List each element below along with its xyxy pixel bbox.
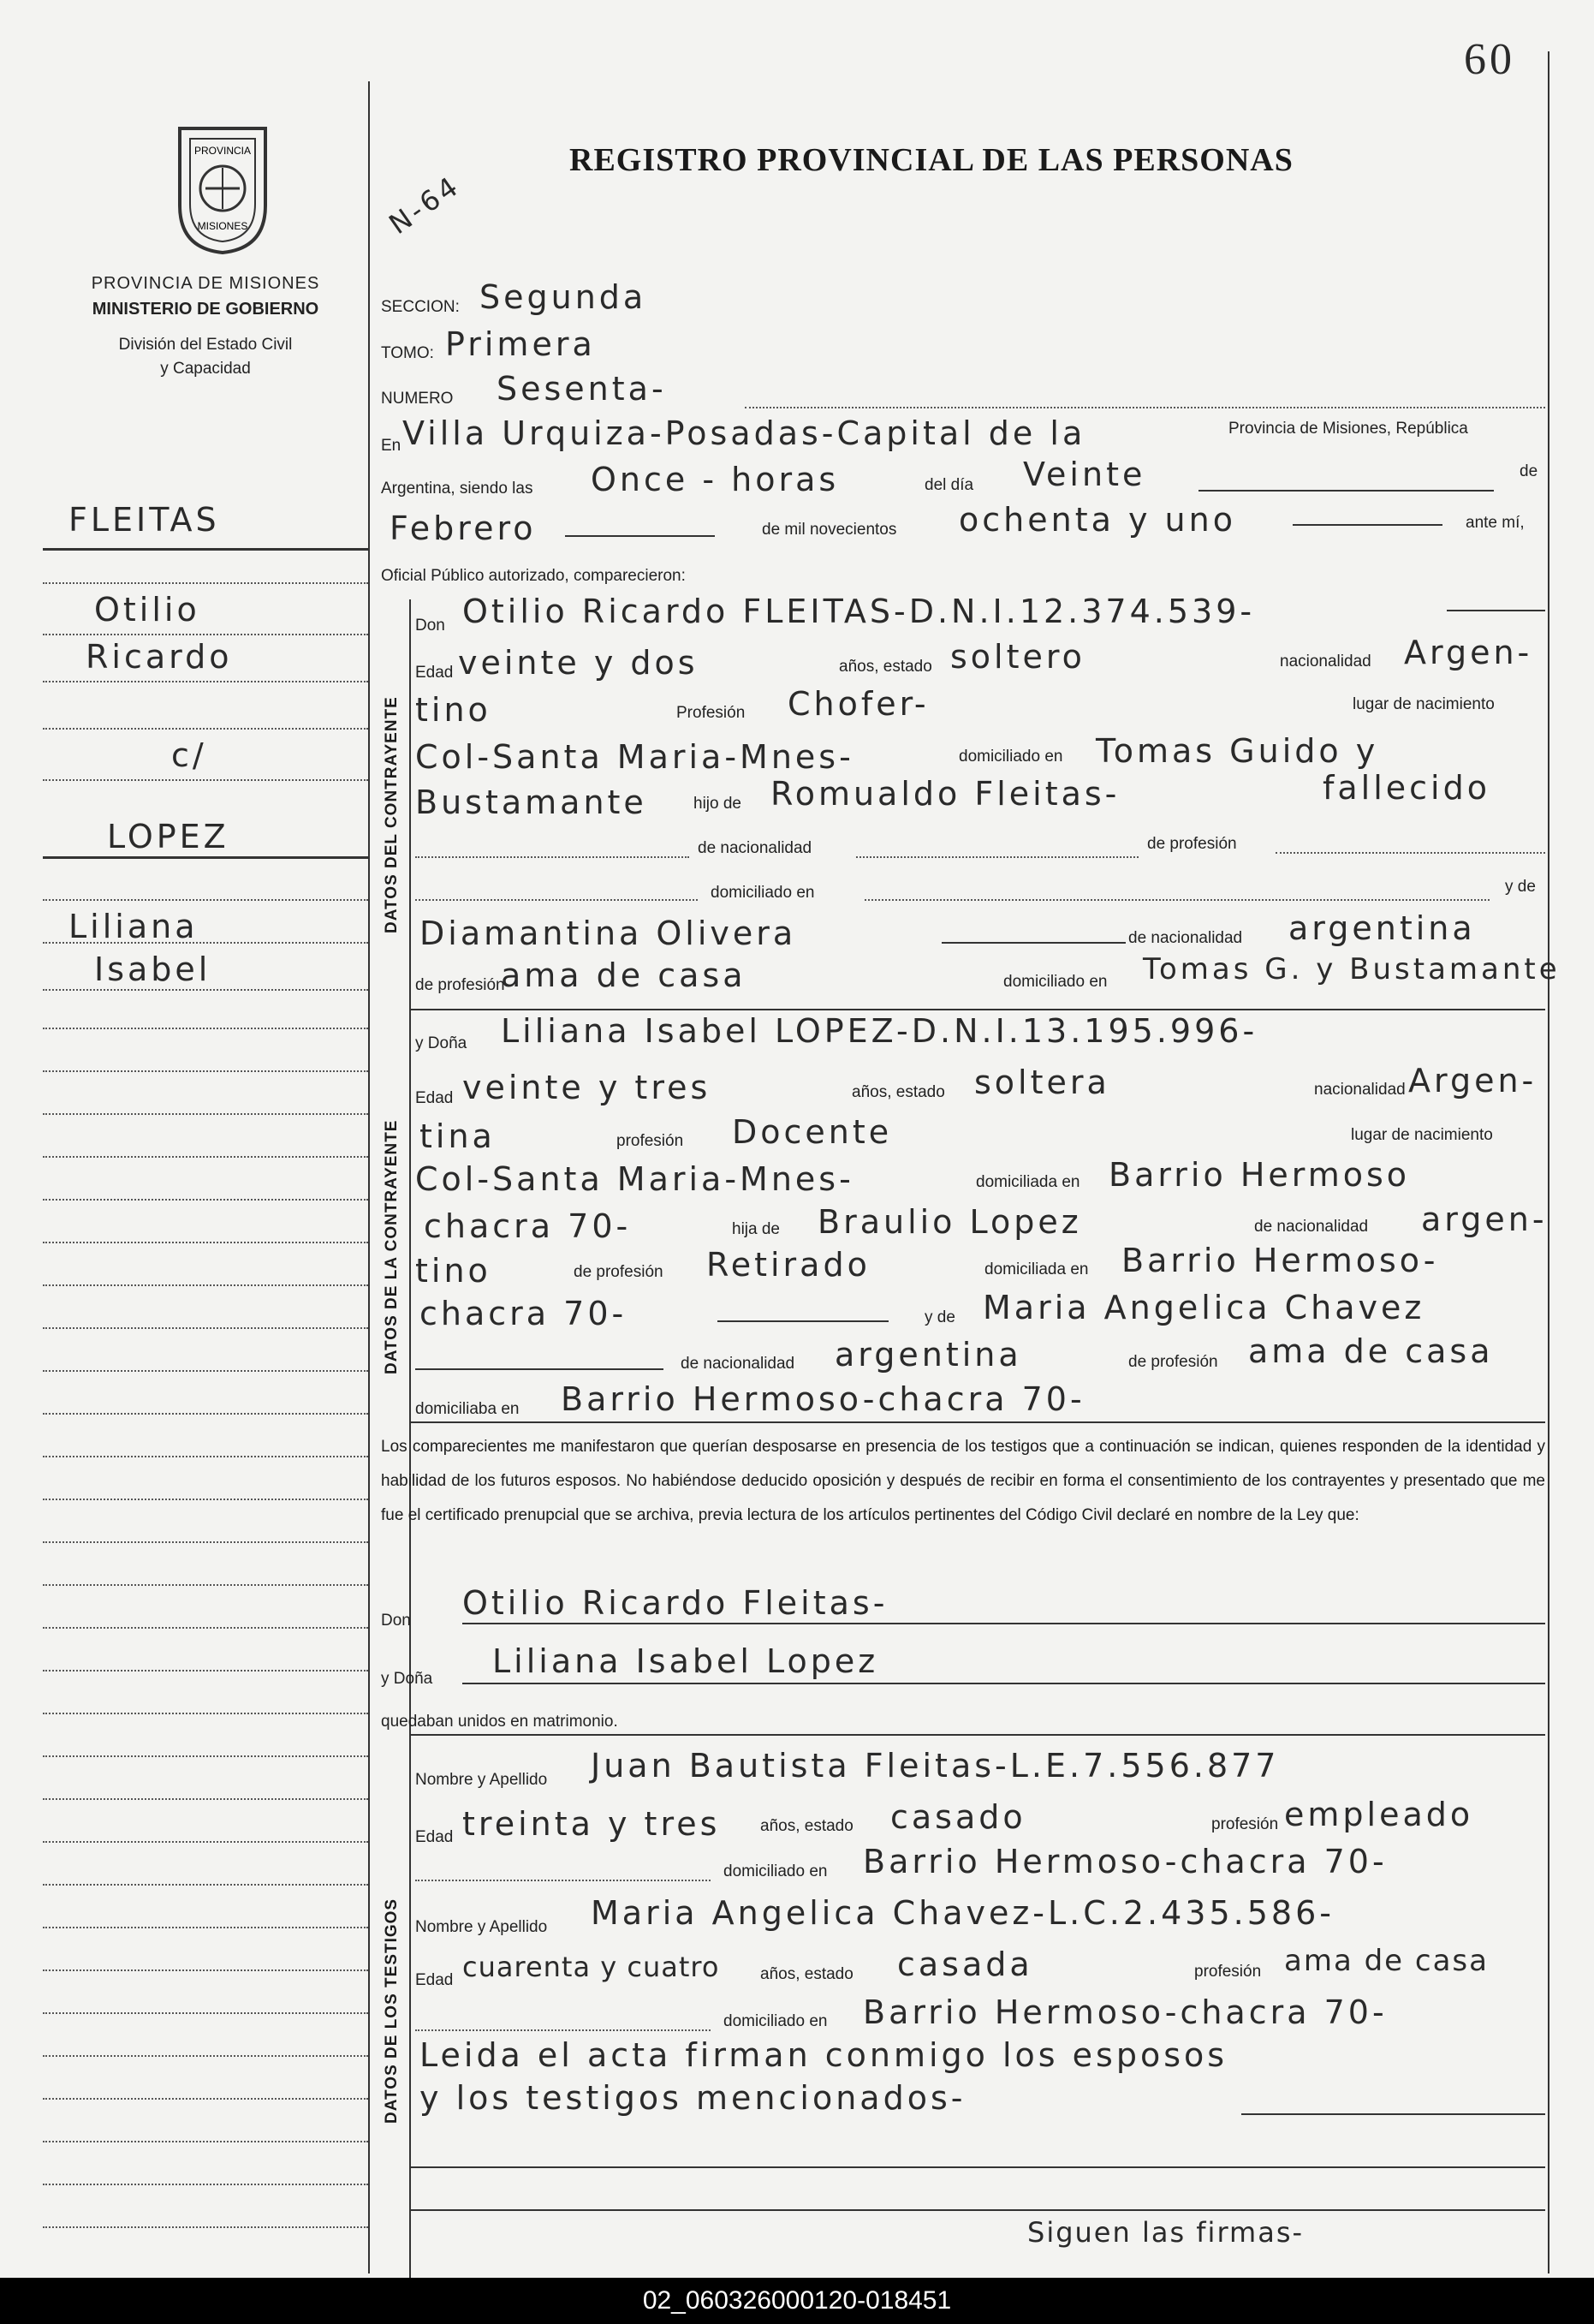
dotted-line: [415, 899, 698, 901]
groom-hijo-label: hijo de: [693, 795, 741, 813]
bride-profesion-label: profesión: [616, 1132, 684, 1150]
bride-estado: soltera: [974, 1064, 1110, 1101]
dotted-line: [415, 2029, 711, 2031]
groom-domiciliado-label: domiciliado en: [959, 748, 1063, 766]
groom-domicilio-b: Bustamante: [415, 784, 647, 821]
dotted-line: [745, 407, 1545, 408]
dotted-line: [865, 899, 1490, 901]
w2-name: Maria Angelica Chavez-L.C.2.435.586-: [591, 1894, 1335, 1932]
mes-line: [565, 535, 715, 537]
bride-padre-dom-a: Barrio Hermoso-: [1121, 1242, 1439, 1279]
groom-padre: Romualdo Fleitas-: [770, 775, 1121, 813]
groom-de-prof-label: de profesión: [1147, 835, 1237, 853]
bride-profesion: Docente: [732, 1113, 893, 1151]
bride-edad-label: Edad: [415, 1089, 454, 1107]
mes-value: Febrero: [390, 509, 537, 547]
dotted-line: [415, 856, 689, 858]
bride-lugar-nac-label: lugar de nacimiento: [1351, 1126, 1493, 1144]
page-number: 60: [1464, 35, 1515, 84]
bride-madre: Maria Angelica Chavez: [983, 1289, 1425, 1326]
ministry-name: MINISTERIO DE GOBIERNO: [92, 300, 319, 319]
madre-line: [942, 942, 1126, 944]
w2-estado: casada: [897, 1946, 1033, 1983]
w1-edad: treinta y tres: [462, 1805, 721, 1843]
sidebar-rule: [43, 856, 368, 859]
w2-edad-label: Edad: [415, 1971, 454, 1989]
seal-top-text: PROVINCIA: [193, 145, 252, 157]
bride-section-label: DATOS DE LA CONTRAYENTE: [383, 1119, 401, 1374]
groom-de-nac-label: de nacionalidad: [698, 839, 812, 857]
right-margin-rule: [1548, 51, 1549, 2273]
ruled-line: [409, 2209, 1545, 2211]
bride-dona-label: y Doña: [415, 1034, 467, 1052]
sidebar-given-2a: Liliana: [68, 908, 199, 945]
anio-line: [1293, 524, 1442, 526]
sidebar-surname-2: LOPEZ: [107, 818, 229, 855]
groom-name-line: [1447, 610, 1545, 611]
w2-edad: cuarenta y cuatro: [462, 1951, 720, 1983]
bride-padre-nac-label: de nacionalidad: [1254, 1218, 1369, 1236]
siguen-firmas: Siguen las firmas-: [1027, 2216, 1305, 2249]
groom-nac2: tino: [415, 691, 491, 729]
closing-line-1: Leida el acta firman conmigo los esposos: [419, 2036, 1228, 2074]
de-label: de: [1520, 462, 1538, 480]
w1-name: Juan Bautista Fleitas-L.E.7.556.877: [591, 1747, 1280, 1785]
sidebar-given-2b: Isabel: [94, 950, 211, 988]
bride-padre-prof-label: de profesión: [574, 1263, 663, 1281]
w2-name-label: Nombre y Apellido: [415, 1918, 548, 1936]
en-label: En: [381, 437, 401, 455]
bride-padre-nac: argen-: [1421, 1201, 1548, 1238]
decl-dona: Liliana Isabel Lopez: [492, 1642, 879, 1680]
decl-dona-line: [462, 1683, 1545, 1684]
division-line-2: y Capacidad: [160, 360, 251, 378]
groom-profesion: Chofer-: [788, 685, 930, 723]
bride-nac: Argen-: [1408, 1062, 1537, 1099]
left-margin-rule: [368, 81, 370, 2273]
groom-section-label: DATOS DEL CONTRAYENTE: [383, 696, 401, 933]
tomo-value: Primera: [445, 325, 596, 363]
bride-lugar-nac: Col-Santa Maria-Mnes-: [415, 1160, 854, 1198]
provincial-seal-icon: [154, 120, 291, 257]
bride-padre-dom-b: chacra 70-: [419, 1295, 627, 1332]
groom-y-de-label: y de: [1505, 878, 1536, 896]
document-title: REGISTRO PROVINCIAL DE LAS PERSONAS: [569, 142, 1294, 178]
dia-value: Veinte: [1023, 456, 1146, 493]
sidebar-surname-1: FLEITAS: [68, 501, 220, 539]
bride-madre-nac-label: de nacionalidad: [681, 1355, 795, 1373]
witnesses-section-label: DATOS DE LOS TESTIGOS: [383, 1898, 401, 2124]
del-dia-label: del día: [925, 476, 974, 494]
sidebar-connector: c/: [171, 736, 207, 774]
province-name: PROVINCIA DE MISIONES: [91, 274, 320, 293]
declaration-text: Los comparecientes me manifestaron que querían desposarse en presencia de los testigos que a continuación se indican, quienes responden de la identidad y habilidad de los futuros esposos. No habiéndose deducido oposición y después de recibir en forma el consentimiento de los contrayentes y presentado que me fue el certificado prenupcial que se archiva, previa lectura de los artículos pertinentes del Código Civil declaré en nombre de la Ley que:: [381, 1438, 1545, 1524]
ruled-line: [409, 2166, 1545, 2168]
bride-madre-prof-label: de profesión: [1128, 1353, 1218, 1371]
w2-estado-label: años, estado: [760, 1965, 854, 1983]
lugar-value: Villa Urquiza-Posadas-Capital de la: [402, 414, 1086, 452]
bride-edad: veinte y tres: [462, 1069, 711, 1106]
don-label: Don: [415, 617, 445, 635]
decl-dona-label: y Doña: [381, 1670, 433, 1688]
dia-line: [1198, 490, 1494, 492]
bride-nac2: tina: [419, 1117, 496, 1155]
groom-madre: Diamantina Olivera: [419, 915, 797, 952]
section-divider: [409, 1421, 1545, 1423]
division-line-1: División del Estado Civil: [118, 336, 293, 354]
anio-value: ochenta y uno: [959, 501, 1236, 539]
w2-dom: Barrio Hermoso-chacra 70-: [863, 1993, 1388, 2031]
section-divider: [409, 1009, 1545, 1010]
bride-padre-dom-label: domiciliada en: [984, 1260, 1089, 1278]
groom-padre-nota: fallecido: [1323, 769, 1490, 807]
dotted-line: [415, 1880, 711, 1881]
groom-anos-estado: años, estado: [839, 658, 932, 676]
bride-domicilio-a: Barrio Hermoso: [1109, 1156, 1411, 1194]
groom-lugar-nac-label: lugar de nacimiento: [1353, 695, 1495, 713]
sidebar-rule: [43, 548, 368, 551]
argentina-label: Argentina, siendo las: [381, 480, 533, 498]
bride-madre-dom-label: domiciliaba en: [415, 1400, 520, 1418]
groom-lugar-nac: Col-Santa Maria-Mnes-: [415, 738, 854, 776]
w2-prof: ama de casa: [1284, 1944, 1489, 1978]
w1-name-label: Nombre y Apellido: [415, 1771, 548, 1789]
numero-value: Sesenta-: [497, 370, 667, 408]
bride-madre-prof: ama de casa: [1248, 1332, 1494, 1370]
dotted-line: [856, 856, 1139, 858]
de-mil-label: de mil novecientos: [762, 521, 897, 539]
section-divider: [409, 1734, 1545, 1736]
bride-madre-dom: Barrio Hermoso-chacra 70-: [561, 1380, 1085, 1418]
w1-prof-label: profesión: [1211, 1815, 1279, 1833]
padre-dom-line: [717, 1320, 889, 1322]
w1-estado-label: años, estado: [760, 1817, 854, 1835]
numero-label: NUMERO: [381, 390, 454, 408]
groom-nac-label: nacionalidad: [1280, 653, 1371, 670]
stamp-note: N-64: [383, 168, 467, 241]
bride-y-de-label: y de: [925, 1308, 955, 1326]
bride-name: Liliana Isabel LOPEZ-D.N.I.13.195.996-: [501, 1012, 1258, 1050]
bride-nac-label: nacionalidad: [1314, 1081, 1406, 1099]
oficial-text: Oficial Público autorizado, comparecieron:: [381, 567, 686, 585]
groom-edad-label: Edad: [415, 664, 454, 682]
sidebar-given-1a: Otilio: [94, 591, 200, 629]
sidebar-given-1b: Ricardo: [86, 638, 233, 676]
bride-domiciliada-label: domiciliada en: [976, 1173, 1080, 1191]
w2-prof-label: profesión: [1194, 1963, 1262, 1981]
bride-padre-nac2: tino: [415, 1252, 491, 1290]
bride-anos-estado: años, estado: [852, 1083, 945, 1101]
groom-edad: veinte y dos: [458, 644, 699, 682]
closing-line-2: y los testigos mencionados-: [419, 2079, 967, 2117]
w2-dom-label: domiciliado en: [723, 2012, 828, 2030]
ante-mi-label: ante mí,: [1466, 514, 1525, 532]
seccion-value: Segunda: [479, 278, 647, 316]
unidos-text: quedaban unidos en matrimonio.: [381, 1713, 618, 1731]
bride-padre: Braulio Lopez: [818, 1203, 1082, 1241]
scan-id-footer: 02_060326000120-018451: [0, 2278, 1594, 2324]
w1-edad-label: Edad: [415, 1828, 454, 1846]
seccion-label: SECCION:: [381, 298, 460, 316]
groom-nac: Argen-: [1404, 634, 1533, 671]
w1-prof: empleado: [1284, 1796, 1474, 1833]
groom-madre-nac: argentina: [1288, 909, 1476, 947]
groom-domiciliado-en-label: domiciliado en: [711, 884, 815, 902]
bride-padre-prof: Retirado: [706, 1246, 871, 1284]
groom-madre-prof-label: de profesión: [415, 976, 505, 994]
seal-bottom-text: MISIONES: [197, 220, 248, 232]
bride-domicilio-b: chacra 70-: [424, 1207, 632, 1245]
w1-dom: Barrio Hermoso-chacra 70-: [863, 1843, 1388, 1880]
provincia-text: Provincia de Misiones, República: [1228, 420, 1468, 438]
groom-domicilio-a: Tomas Guido y: [1096, 732, 1379, 770]
decl-don-label: Don: [381, 1612, 411, 1630]
decl-don-line: [462, 1623, 1545, 1624]
w1-dom-label: domiciliado en: [723, 1862, 828, 1880]
tomo-label: TOMO:: [381, 344, 434, 362]
closing-line: [1241, 2113, 1545, 2115]
bride-madre-nac: argentina: [835, 1336, 1022, 1374]
decl-don: Otilio Ricardo Fleitas-: [462, 1584, 889, 1622]
dotted-line: [1276, 852, 1545, 854]
bride-hija-label: hija de: [732, 1220, 780, 1238]
groom-madre-dom: Tomas G. y Bustamante: [1143, 952, 1561, 986]
groom-madre-prof: ama de casa: [501, 956, 746, 994]
groom-estado: soltero: [950, 638, 1085, 676]
hora-value: Once - horas: [591, 461, 840, 498]
groom-madre-dom-label: domiciliado en: [1003, 973, 1108, 991]
madre-line: [415, 1368, 663, 1370]
groom-profesion-label: Profesión: [676, 704, 746, 722]
groom-madre-nac-label: de nacionalidad: [1128, 929, 1243, 947]
w1-estado: casado: [890, 1798, 1026, 1836]
groom-name: Otilio Ricardo FLEITAS-D.N.I.12.374.539-: [462, 593, 1256, 630]
